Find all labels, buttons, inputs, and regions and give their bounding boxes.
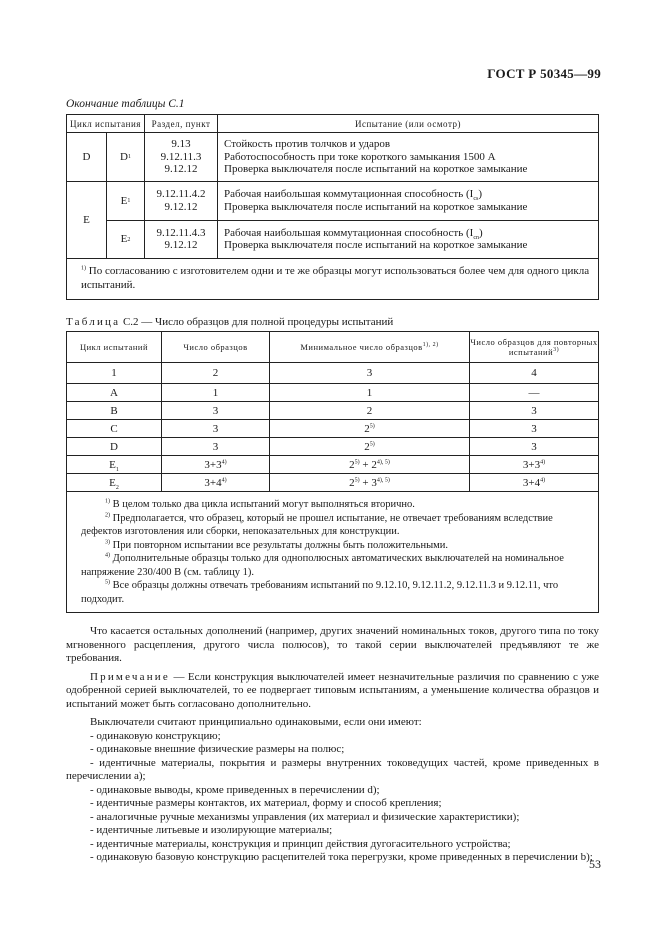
paragraph-identical: Выключатели считают принципиально одинаковыми, если они имеют: (90, 716, 422, 728)
table1-subcycle-d1: D 1 (120, 150, 131, 163)
table2-header-repeat: Число образцов для повторных испытаний$^{3)}$ (470, 332, 599, 363)
table2-header-min: Минимальное число образцов$^{1), 2)}$ (270, 332, 470, 363)
footnote-5: $^{5)}$ Все образцы должны отвечать требованиям испытаний по 9.12.10, 9.12.11.2, 9.12.11.3 и 9.12.11, что подходит. (81, 579, 559, 605)
footnote-1: $^{1)}$ В целом только два цикла испытаний могут выполняться вторично. (105, 498, 415, 510)
list-item: - одинаковые выводы, кроме приведенных в перечислении d); (90, 783, 380, 796)
paragraph-other-additions: Что касается остальных дополнений (например, других значений номинальных токов, другого типа по току мгновенного расцепления, другого числа полюсов), то такой серии выключателей предъявляют те же требования. (66, 625, 599, 664)
list-item: - одинаковую базовую конструкцию расцепителей тока перегрузки, кроме приведенных в перечислении b); (90, 851, 593, 863)
note-paragraph: Примечание — Если конструкция выключателей имеет незначительные различия по сравнению с уже одобренной серией выключателей, то ее подвергает типовым испытаниям, а уменьшение количества образцов и испытаний может быть согласовано дополнительно. (66, 670, 599, 710)
table1-header-section: Раздел, пункт (145, 115, 218, 133)
list-item: - идентичные размеры контактов, их материал, форму и способ крепления; (90, 797, 442, 809)
document-header: ГОСТ Р 50345—99 (487, 66, 601, 81)
table1-footnote: $^{1)}$ По согласованию с изготовителем одни и те же образцы могут использоваться более чем для одного цикла испытаний. (67, 259, 599, 300)
table-row: A 1 1 — (67, 384, 599, 402)
table2-index-row: 1 2 3 4 (67, 363, 599, 384)
table2-caption: Таблица C.2 — Число образцов для полной процедуры испытаний (66, 316, 394, 328)
footnote-3: $^{3)}$ При повторном испытании все результаты должны быть положительными. (105, 539, 449, 551)
table-c2 (66, 331, 599, 613)
list-item: - идентичные литьевые и изолирующие материалы; (90, 824, 333, 836)
table1-cycle-d: D (67, 133, 107, 181)
table2-header-count: Число образцов (162, 332, 270, 363)
table1-caption: Окончание таблицы C.1 (66, 98, 185, 110)
footnote-2: $^{2)}$ Предполагается, что образец, который не прошел испытание, не отвечает требованиям вследствие дефектов изготовления или сборки, непоказательных для конструкции. (81, 512, 553, 537)
table1-sections-e1: 9.12.11.4.2 9.12.12 (145, 182, 218, 221)
list-item: - аналогичные ручные механизмы управления (их материал и физические характеристики); (90, 810, 520, 823)
table1-sections-d: 9.13 9.12.11.3 9.12.12 (145, 133, 218, 182)
table1-cycle-e: E (67, 182, 107, 258)
table2-footnotes (67, 492, 599, 613)
table1-cell (67, 133, 145, 182)
table1-tests-e2: Рабочая наибольшая коммутационная способность $(I_{cn})$ Проверка выключателя после испытаний на короткое замыкание (218, 220, 599, 259)
table1-header-test: Испытание (или осмотр) (218, 115, 599, 133)
table1-tests-d: Стойкость против толчков и ударов Работоспособность при токе короткого замыкания 1500 А Проверка выключателя после испытаний на короткое замыкание (218, 133, 599, 182)
table-row: D 3 2$^{5)}$ 3 (67, 438, 599, 456)
table1-header-cycle: Цикл испытания (67, 115, 145, 133)
table1-tests-e1: Рабочая наибольшая коммутационная способность $(I_{cs})$ Проверка выключателя после испытаний на короткое замыкание (218, 182, 599, 221)
list-item: - идентичные материалы, покрытия и размеры внутренних токоведущих частей, кроме приведенных в перечислении а); (66, 756, 599, 782)
table-row: C 3 2$^{5)}$ 3 (67, 420, 599, 438)
list-item: - одинаковые внешние физические размеры на полюс; (90, 743, 345, 755)
table1-cell (67, 182, 145, 259)
body-text (66, 625, 599, 865)
table-row: B 3 2 3 (67, 402, 599, 420)
table-row: $E_1$ $3+3^{4)}$ $2^{5)} + 2^{4), 5)}$ $3+3^{4)}$ (67, 456, 599, 474)
table-c1 (66, 114, 599, 300)
table-row: $E_2$ $3+4^{4)}$ $2^{5)} + 3^{4), 5)}$ $3+4^{4)}$ (67, 474, 599, 492)
page-number: 53 (589, 857, 601, 871)
table1-subcycle-e1: E 1 (107, 182, 144, 221)
list-item: - идентичные материалы, конструкция и принцип действия дугогасительного устройства; (90, 837, 511, 850)
table2-header-cycle: Цикл испытаний (67, 332, 162, 363)
table1-subcycle-e2: E 2 (120, 233, 131, 246)
table1-sections-e2: 9.12.11.4.3 9.12.12 (145, 220, 218, 259)
footnote-4: $^{4)}$ Дополнительные образцы только для однополюсных автоматических выключателей на номинальное напряжение 230/400 В (см. таблицу 1). (81, 552, 564, 578)
list-item: - одинаковую конструкцию; (90, 729, 221, 742)
